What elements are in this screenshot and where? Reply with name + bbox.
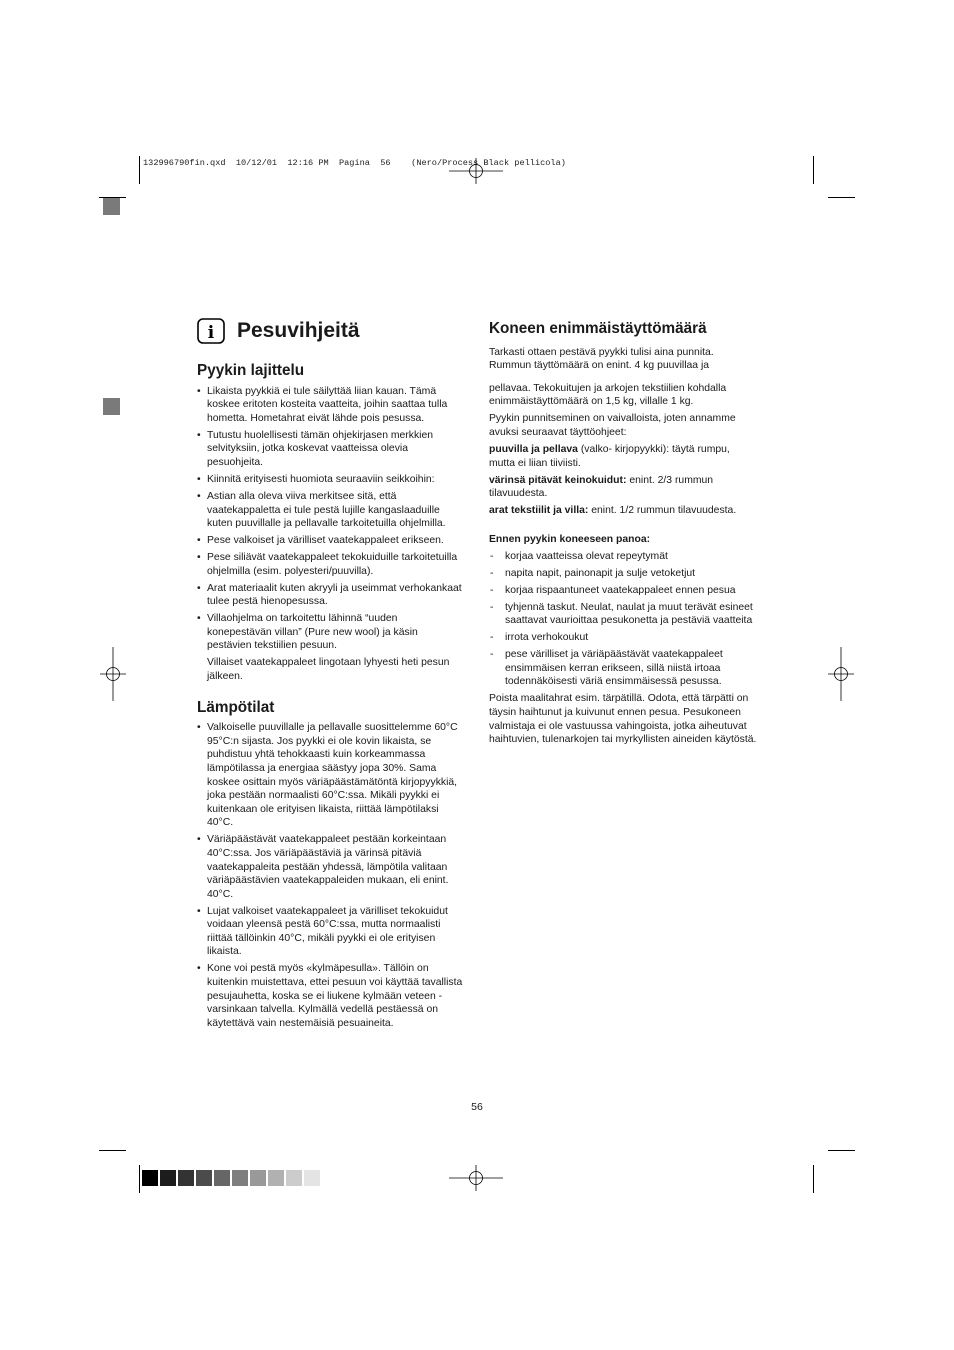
crop-mark: [99, 1150, 126, 1151]
gray-swatch: [214, 1170, 230, 1186]
sorting-heading: Pyykin lajittelu: [197, 362, 305, 379]
paragraph: Pyykin punnitseminen on vaivalloista, joten annamme avuksi seuraavat täyttöohjeet:: [489, 413, 736, 438]
svg-text:i: i: [207, 323, 215, 343]
gray-swatch: [178, 1170, 194, 1186]
left-column: [197, 364, 465, 1034]
temperatures-heading: Lämpötilat: [197, 698, 275, 716]
list-item: • Kone voi pestä myös «kylmäpesulla». Tällöin on kuitenkin muistettava, ettei pesuun voi käyttää tavallista pesujauhetta, koska se ei liukene kylmään veteen - varsinkaan talvella. Kylmällä vedellä pestäessä on käytettävä vain nestemäisiä pesuaineita.: [197, 962, 465, 1030]
list-item: • Valkoiselle puuvillalle ja pellavalle suosittelemme 60°C 95°C:n sijasta. Jos pyykki ei ole kovin likaista, se puhdistuu yhtä tehokkaasti kuin korkeammassa lämpötilassa ja energiaa säästyy jopa 30%. Sama koskee osittain myös väriäpäästämätöntä kirjopyykkiä, joka pestään normaalisti 60°C:ssa. Mikäli pyykki ei kuitenkaan ole erityisen likaista, riittää lämpötilaksi 40°C.: [197, 721, 465, 830]
list-item: • Pese valkoiset ja värilliset vaatekappaleet erikseen.: [197, 534, 465, 548]
registration-mark: [449, 158, 503, 184]
crop-mark: [139, 1165, 140, 1193]
marker-square: [103, 198, 120, 215]
before-loading-list: [489, 550, 757, 689]
load-item: arat tekstiilit ja villa: enint. 1/2 rummun tilavuudesta.: [489, 505, 737, 517]
list-item: • Väriäpäästävät vaatekappaleet pestään korkeintaan 40°C:ssa. Jos väriäpäästäviä ja värinsä pitäviä vaatekappaleita pestään yhdessä, lämpötila valitaan väriäpäästävien vaatekappaleiden mukaan, eli enint. 40°C.: [197, 833, 465, 901]
gray-swatch: [160, 1170, 176, 1186]
registration-mark: [100, 647, 126, 701]
gray-swatch: [268, 1170, 284, 1186]
wool-note: Villaiset vaatekappaleet lingotaan lyhyesti heti pesun jälkeen.: [207, 657, 450, 682]
print-slug: 132996790fin.qxd 10/12/01 12:16 PM Pagina 56 (Nero/Process Black pellicola): [143, 158, 566, 168]
gray-swatch: [250, 1170, 266, 1186]
list-item: • Tutustu huolellisesti tämän ohjekirjasen merkkien selvityksiin, jotka koskevat vaatteissa olevia pesuohjeita.: [197, 429, 465, 470]
marker-square: [103, 398, 120, 415]
paragraph: pellavaa. Tekokuitujen ja arkojen tekstiilien kohdalla enimmäistäyttömäärä on 1,5 kg, villalle 1 kg.: [489, 382, 727, 408]
paragraph: Tarkasti ottaen pestävä pyykki tulisi aina punnita. Rummun täyttömäärä on enint. 4 kg puuvillaa ja: [489, 346, 714, 372]
registration-mark: [449, 1165, 503, 1191]
gray-swatch: [232, 1170, 248, 1186]
registration-mark: [828, 647, 854, 701]
page-header: [197, 318, 360, 344]
info-icon: [197, 318, 225, 344]
list-item: • Likaista pyykkiä ei tule säilyttää liian kauan. Tämä koskee eritoten kosteita vaatteita, joihin saattaa tulla hometta. Hometahrat eivät lähde pois pesussa.: [197, 385, 465, 426]
crop-mark: [828, 197, 855, 198]
closing-paragraph: Poista maalitahrat esim. tärpätillä. Odota, että tärpätti on täysin haihtunut ja kuivunut ennen pesua. Pesukoneen valmistaja ei ole vastuussa vahingoista, jotka aiheutuvat haihtuvien, tulenarkojen tai myrkyllisten aineiden käytöstä.: [489, 693, 757, 746]
list-item: - pese värilliset ja väriäpäästävät vaatekappaleet ensimmäisen kerran erikseen, sillä niistä irtoaa todennäköisesti väriä ensimmäisessä pesussa.: [489, 648, 757, 689]
list-item: • Villaohjelma on tarkoitettu lähinnä “uuden konepestävän villan” (Pure new wool) ja käsin pestävien tekstiilien pesuun.: [197, 612, 465, 653]
temperatures-list: [197, 721, 465, 1030]
before-loading-heading: Ennen pyykin koneeseen panoa:: [489, 533, 651, 545]
list-item: - korjaa vaatteissa olevat repeytymät: [489, 550, 757, 564]
list-item: • Astian alla oleva viiva merkitsee sitä, että vaatekappaletta ei tule pestä lujille kangaslaaduille kuten puuvillalle ja pellavalle tarkoitetuilla ohjelmilla.: [197, 490, 465, 531]
crop-mark: [828, 1150, 855, 1151]
page-title: Pesuvihjeitä: [237, 319, 360, 342]
sorting-list: [197, 385, 465, 653]
gray-swatch: [304, 1170, 320, 1186]
list-item: • Pese siliävät vaatekappaleet tekokuiduille tarkoitetuilla ohjelmilla (esim. polyesteri/puuvilla).: [197, 551, 465, 578]
list-item: - irrota verhokoukut: [489, 631, 757, 645]
list-item: • Kiinnitä erityisesti huomiota seuraaviin seikkoihin:: [197, 473, 465, 487]
gray-swatch: [286, 1170, 302, 1186]
list-item: • Arat materiaalit kuten akryyli ja useimmat verhokankaat tulee pestä hienopesussa.: [197, 582, 465, 609]
crop-mark: [139, 156, 140, 184]
crop-mark: [813, 156, 814, 184]
gray-swatch: [196, 1170, 212, 1186]
max-load-heading: Koneen enimmäistäyttömäärä: [489, 320, 707, 337]
list-item: • Lujat valkoiset vaatekappaleet ja värilliset tekokuidut voidaan yleensä pestä 60°C:ssa, mutta normaalisti riittää tällöinkin 40°C, mikäli pyykki ei ole erityisen likaista.: [197, 905, 465, 959]
list-item: - korjaa rispaantuneet vaatekappaleet ennen pesua: [489, 584, 757, 598]
load-item: värinsä pitävät keinokuidut: enint. 2/3 rummun tilavuudesta.: [489, 474, 714, 500]
list-item: - tyhjennä taskut. Neulat, naulat ja muut terävät esineet saattavat vaurioittaa pesukonetta ja pestäviä vaatteita: [489, 601, 757, 628]
grayscale-bar: [142, 1170, 320, 1186]
list-item: - napita napit, painonapit ja sulje vetoketjut: [489, 567, 757, 581]
right-column: [489, 322, 757, 750]
gray-swatch: [142, 1170, 158, 1186]
load-item: puuvilla ja pellava (valko- kirjopyykki): täytä rumpu, mutta ei liian tiiviisti.: [489, 443, 730, 469]
page-number: 56: [471, 1101, 483, 1113]
crop-mark: [813, 1165, 814, 1193]
